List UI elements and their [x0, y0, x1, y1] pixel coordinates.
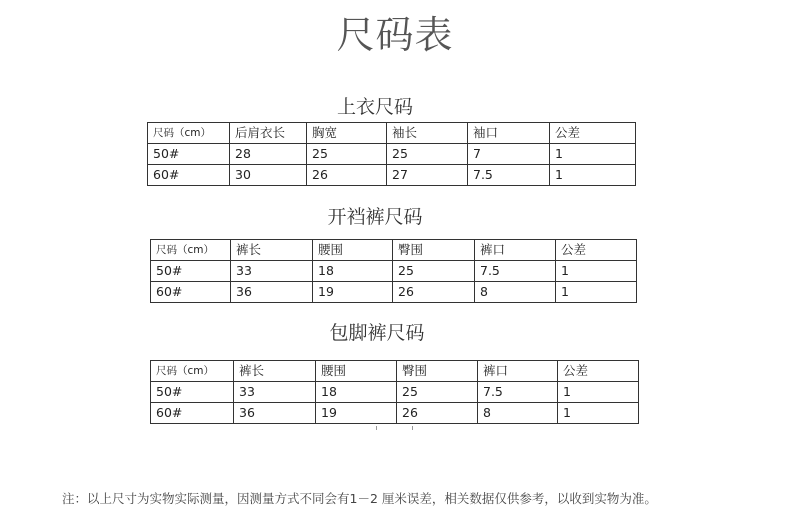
header-cell: 公差: [558, 361, 639, 382]
table-header-row: [151, 240, 637, 261]
shirt-size-title: 上衣尺码: [336, 96, 413, 118]
open-crotch-pants-size-title: 开裆裤尺码: [327, 206, 423, 228]
table-cell: 26: [397, 403, 478, 424]
open-crotch-pants-size-table: [150, 239, 637, 303]
header-cell: 尺码（cm）: [151, 361, 234, 382]
table-cell: 7: [468, 144, 550, 165]
table-header-row: [148, 123, 636, 144]
header-cell: 袖口: [468, 123, 550, 144]
table-row: [151, 403, 639, 424]
header-cell: 裤长: [231, 240, 313, 261]
table-row: [151, 261, 637, 282]
table-cell: 36: [234, 403, 316, 424]
table-cell: 30: [230, 165, 307, 186]
header-cell: 臀围: [397, 361, 478, 382]
header-cell: 腰围: [316, 361, 397, 382]
table-cell: 50#: [151, 261, 231, 282]
table-cell: 1: [550, 165, 636, 186]
table-cell: 18: [313, 261, 393, 282]
table-cell: 26: [393, 282, 475, 303]
footed-pants-size-title: 包脚裤尺码: [329, 322, 425, 344]
shirt-size-table: [147, 122, 636, 186]
table-cell: 50#: [148, 144, 230, 165]
table-cell: 25: [397, 382, 478, 403]
table-cell: 33: [234, 382, 316, 403]
table-cell: 19: [313, 282, 393, 303]
table-cell: 1: [558, 403, 639, 424]
table-cell: 1: [556, 282, 637, 303]
table-row: [148, 144, 636, 165]
header-cell: 尺码（cm）: [148, 123, 230, 144]
table-cell: 60#: [151, 403, 234, 424]
table-cell: 50#: [151, 382, 234, 403]
footnote: 注：以上尺寸为实物实际测量，因测量方式不同会有1－2 厘米误差，相关数据仅供参考，以收到实物为准。: [62, 491, 657, 506]
table-cell: 18: [316, 382, 397, 403]
table-cell: 26: [307, 165, 387, 186]
header-cell: 尺码（cm）: [151, 240, 231, 261]
table-cell: 1: [556, 261, 637, 282]
table-cell: 33: [231, 261, 313, 282]
table-cell: 28: [230, 144, 307, 165]
table-cell: 25: [307, 144, 387, 165]
table-row: [151, 382, 639, 403]
header-cell: 裤口: [475, 240, 556, 261]
header-cell: 后肩衣长: [230, 123, 307, 144]
header-cell: 袖长: [387, 123, 468, 144]
header-cell: 胸宽: [307, 123, 387, 144]
table-cell: 7.5: [468, 165, 550, 186]
table-row: [148, 165, 636, 186]
table-cell: 25: [387, 144, 468, 165]
table-cell: 1: [558, 382, 639, 403]
table-cell: 8: [475, 282, 556, 303]
header-cell: 公差: [556, 240, 637, 261]
table-cell: 60#: [151, 282, 231, 303]
page-title: 尺码表: [336, 13, 454, 57]
header-cell: 裤长: [234, 361, 316, 382]
table-cell: 36: [231, 282, 313, 303]
table-cell: 60#: [148, 165, 230, 186]
footed-pants-size-table: [150, 360, 639, 424]
decorative-tick: [412, 426, 413, 430]
table-cell: 19: [316, 403, 397, 424]
header-cell: 臀围: [393, 240, 475, 261]
table-cell: 1: [550, 144, 636, 165]
table-cell: 7.5: [478, 382, 558, 403]
table-row: [151, 282, 637, 303]
decorative-tick: [376, 426, 377, 430]
header-cell: 腰围: [313, 240, 393, 261]
table-cell: 27: [387, 165, 468, 186]
table-cell: 25: [393, 261, 475, 282]
table-header-row: [151, 361, 639, 382]
table-cell: 7.5: [475, 261, 556, 282]
table-cell: 8: [478, 403, 558, 424]
header-cell: 公差: [550, 123, 636, 144]
header-cell: 裤口: [478, 361, 558, 382]
